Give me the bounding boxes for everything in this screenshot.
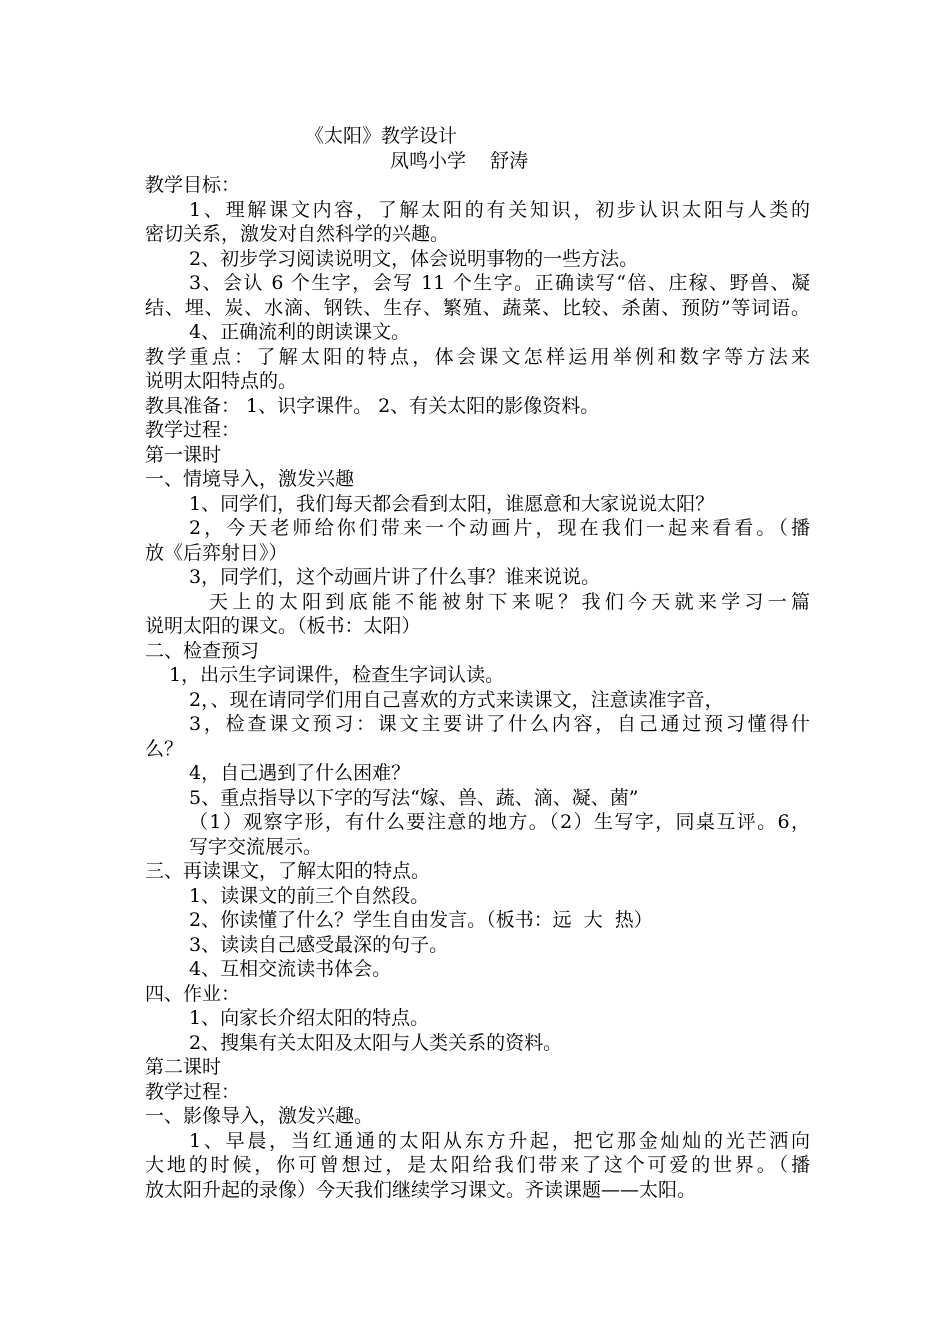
document-author: 凤鸣小学 舒涛 xyxy=(390,149,529,172)
section-heading: 一、情境导入，激发兴趣 xyxy=(145,468,355,490)
heading-process: 教学过程： xyxy=(145,1080,241,1103)
paragraph-line: 放太阳升起的录像）今天我们继续学习课文。齐读课题——太阳。 xyxy=(145,1178,697,1201)
paragraph-line: 说明太阳特点的。 xyxy=(145,370,298,392)
paragraph-line: 1，出示生字词课件，检查生字词认读。 xyxy=(169,664,505,686)
paragraph-line: 2、你读懂了什么？学生自由发言。（板书：远 大 热） xyxy=(189,909,653,931)
heading-objectives: 教学目标： xyxy=(145,174,241,196)
paragraph-line: 3，检查课文预习：课文主要讲了什么内容，自己通过预习懂得什 xyxy=(189,713,810,735)
paragraph-line: 说明太阳的课文。（板书：太阳） xyxy=(145,615,421,637)
document-title: 《太阳》教学设计 xyxy=(305,125,458,147)
paragraph-line: 4、互相交流读书体会。 xyxy=(189,958,392,980)
heading-materials: 教具准备： 1、识字课件。 2、有关太阳的影像资料。 xyxy=(145,394,600,417)
section-heading: 四、作业： xyxy=(145,982,241,1005)
paragraph-line: 1、向家长介绍太阳的特点。 xyxy=(189,1007,430,1029)
paragraph-line: （1）观察字形，有什么要注意的地方。（2）生写字，同桌互评。6， xyxy=(189,811,810,833)
heading-process: 教学过程： xyxy=(145,419,241,441)
paragraph-line: 2，今天老师给你们带来一个动画片，现在我们一起来看看。（播 xyxy=(189,517,810,539)
paragraph-line: 1、同学们，我们每天都会看到太阳，谁愿意和大家说说太阳？ xyxy=(189,492,715,515)
paragraph-line: 放《后弈射日》） xyxy=(145,541,288,564)
heading-lesson-two: 第二课时 xyxy=(145,1056,222,1078)
section-heading: 一、影像导入，激发兴趣。 xyxy=(145,1105,374,1127)
paragraph-line: 1、早晨，当红通通的太阳从东方升起，把它那金灿灿的光芒洒向 xyxy=(189,1129,810,1152)
section-heading: 三、再读课文，了解太阳的特点。 xyxy=(145,860,431,882)
paragraph-line: 大地的时候，你可曾想过，是太阳给我们带来了这个可爱的世界。（播 xyxy=(145,1154,810,1176)
paragraph-line: 么？ xyxy=(145,737,184,760)
paragraph-line: 2，、现在请同学们用自己喜欢的方式来读课文，注意读准字音， xyxy=(189,688,724,711)
heading-lesson-one: 第一课时 xyxy=(145,443,222,466)
paragraph-line: 写字交流展示。 xyxy=(189,835,323,858)
paragraph-line: 4，自己遇到了什么困难？ xyxy=(189,762,411,784)
paragraph-line: 3、读读自己感受最深的句子。 xyxy=(189,933,449,956)
paragraph-line: 5、重点指导以下字的写法“嫁、兽、蔬、滴、凝、菌” xyxy=(189,786,639,809)
paragraph-line: 密切关系，激发对自然科学的兴趣。 xyxy=(145,223,450,245)
paragraph-line: 3，同学们，这个动画片讲了什么事？谁来说说。 xyxy=(189,566,601,588)
paragraph-line: 4、正确流利的朗读课文。 xyxy=(189,321,411,343)
paragraph-line: 1、读课文的前三个自然段。 xyxy=(189,884,430,907)
paragraph-line: 结、埋、炭、水滴、钢铁、生存、繁殖、蔬菜、比较、杀菌、预防”等词语。 xyxy=(145,296,810,319)
paragraph-line: 1、理解课文内容，了解太阳的有关知识，初步认识太阳与人类的 xyxy=(189,198,810,221)
heading-key-points: 教学重点：了解太阳的特点，体会课文怎样运用举例和数字等方法来 xyxy=(145,345,810,368)
section-heading: 二、检查预习 xyxy=(145,639,260,662)
paragraph-line: 2、初步学习阅读说明文，体会说明事物的一些方法。 xyxy=(189,247,639,270)
paragraph-line: 3、会认 6 个生字，会写 11 个生字。正确读写“倍、庄稼、野兽、凝 xyxy=(189,272,810,294)
paragraph-line: 天上的太阳到底能不能被射下来呢？我们今天就来学习一篇 xyxy=(209,590,810,613)
paragraph-line: 2、搜集有关太阳及太阳与人类关系的资料。 xyxy=(189,1031,563,1054)
document-page xyxy=(145,124,810,1202)
